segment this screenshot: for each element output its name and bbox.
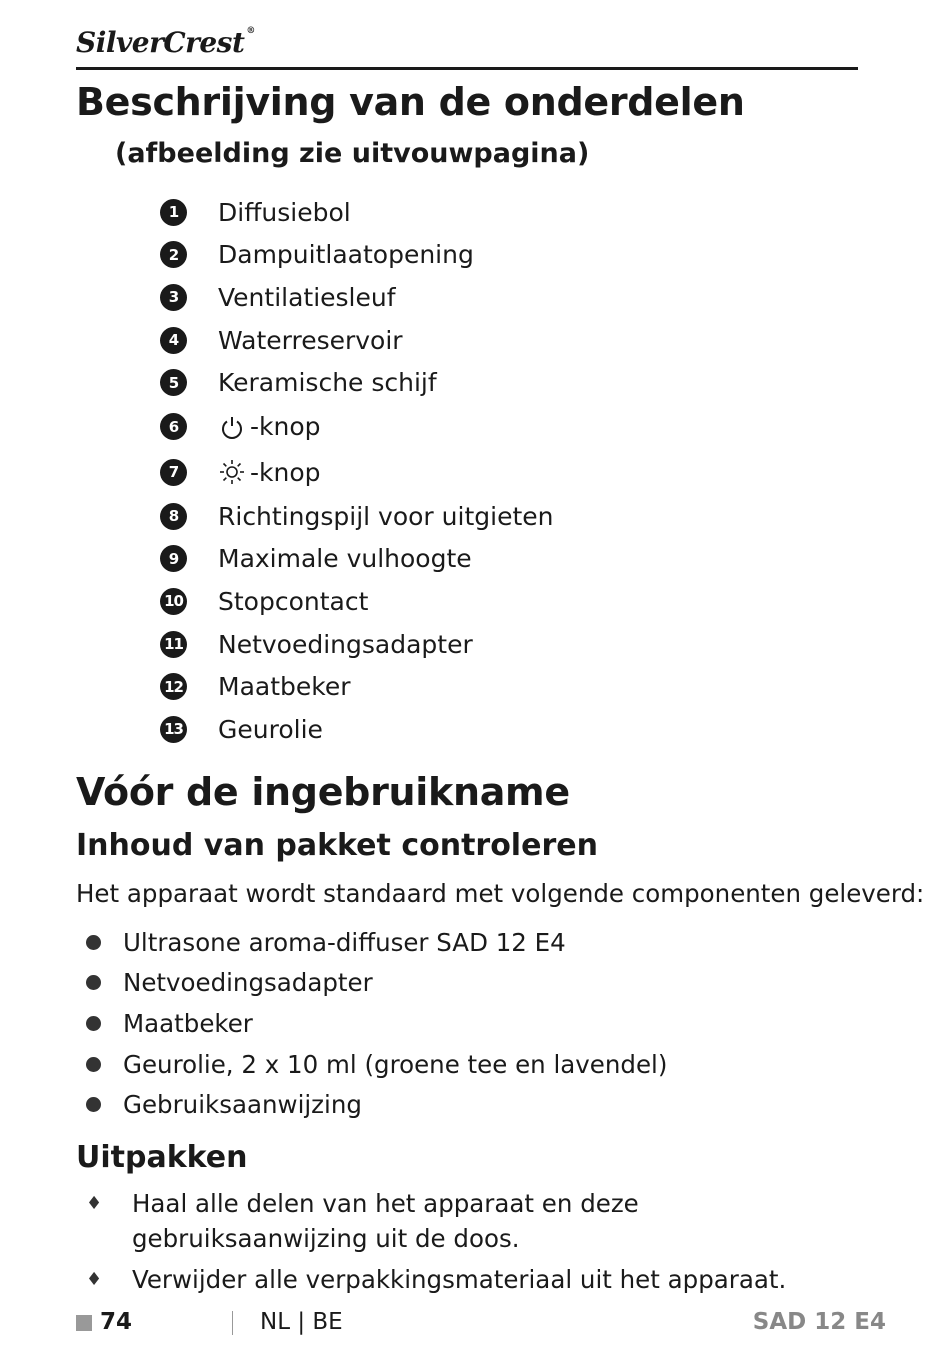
part-label: Waterreservoir: [218, 325, 403, 355]
item-label: Ultrasone aroma-diffuser SAD 12 E4: [123, 927, 566, 957]
heading-unpacking: Uitpakken: [76, 1140, 248, 1175]
list-item: [160, 708, 553, 751]
list-item: [160, 234, 553, 277]
language-label: NL | BE: [260, 1309, 343, 1335]
list-item: [86, 1044, 667, 1085]
bullet-icon: [86, 975, 101, 990]
list-item: [160, 538, 553, 581]
list-item: [86, 1084, 667, 1125]
list-item: [160, 580, 553, 623]
part-number: 10: [160, 588, 187, 615]
package-items: [86, 922, 667, 1125]
list-item: [160, 495, 553, 538]
part-number: 3: [160, 284, 187, 311]
list-item: [86, 1186, 856, 1256]
brand-name: SilverCrest: [76, 26, 245, 59]
part-number: 13: [160, 716, 187, 743]
item-label: Gebruiksaanwijzing: [123, 1090, 362, 1120]
bullet-icon: [86, 935, 101, 950]
part-number: 5: [160, 369, 187, 396]
sun-icon: [218, 458, 246, 486]
part-number: 12: [160, 673, 187, 700]
bullet-icon: [86, 1097, 101, 1112]
section-title-before-use: Vóór de ingebruikname: [76, 770, 570, 814]
part-number: 9: [160, 545, 187, 572]
list-item: [160, 319, 553, 362]
square-marker-icon: [76, 1315, 92, 1331]
item-label: Netvoedingsadapter: [123, 968, 373, 998]
part-label: Maximale vulhoogte: [218, 544, 472, 574]
part-label: Maatbeker: [218, 672, 351, 702]
part-label: Dampuitlaatopening: [218, 240, 474, 270]
header-rule: [76, 67, 858, 70]
list-item: [160, 404, 553, 450]
package-intro: Het apparaat wordt standaard met volgende componenten geleverd:: [76, 879, 925, 908]
part-label: -knop: [250, 457, 321, 487]
registered-mark: ®: [246, 26, 255, 36]
page-number: 74: [100, 1309, 133, 1335]
section-subtitle: (afbeelding zie uitvouwpagina): [115, 138, 590, 169]
list-item: [160, 665, 553, 708]
diamond-bullet-icon: ♦: [86, 1193, 103, 1214]
unpack-steps: [86, 1186, 856, 1303]
list-item: [86, 1003, 667, 1044]
diamond-bullet-icon: ♦: [86, 1269, 103, 1290]
list-item: [160, 623, 553, 666]
part-number: 7: [160, 459, 187, 486]
power-icon: [218, 413, 246, 441]
part-number: 4: [160, 327, 187, 354]
part-label: Ventilatiesleuf: [218, 282, 396, 312]
model-number: SAD 12 E4: [752, 1309, 886, 1335]
list-item: [160, 276, 553, 319]
brand-logo: [76, 26, 255, 59]
part-label: -knop: [250, 412, 321, 442]
list-item: [160, 361, 553, 404]
part-label: Netvoedingsadapter: [218, 629, 473, 659]
item-label: Maatbeker: [123, 1008, 253, 1038]
part-label: Geurolie: [218, 714, 323, 744]
item-label: Geurolie, 2 x 10 ml (groene tee en lavendel): [123, 1049, 668, 1079]
footer-divider: [232, 1311, 233, 1335]
part-label: Richtingspijl voor uitgieten: [218, 501, 554, 531]
list-item: [160, 191, 553, 234]
part-label: Stopcontact: [218, 586, 369, 616]
part-label: Keramische schijf: [218, 368, 437, 398]
bullet-icon: [86, 1057, 101, 1072]
step-text: Haal alle delen van het apparaat en deze gebruiksaanwijzing uit de doos.: [132, 1189, 639, 1253]
part-label: Diffusiebol: [218, 197, 351, 227]
section-title-parts: Beschrijving van de onderdelen: [76, 80, 745, 124]
part-number: 11: [160, 631, 187, 658]
bullet-icon: [86, 1016, 101, 1031]
list-item: [86, 922, 667, 963]
part-number: 2: [160, 241, 187, 268]
part-number: 1: [160, 199, 187, 226]
heading-package-contents: Inhoud van pakket controleren: [76, 828, 598, 863]
part-number: 6: [160, 413, 187, 440]
step-text: Verwijder alle verpakkingsmateriaal uit het apparaat.: [132, 1265, 787, 1294]
part-number: 8: [160, 503, 187, 530]
parts-list: [160, 191, 553, 751]
list-item: [86, 1262, 856, 1297]
list-item: [86, 963, 667, 1004]
page-footer: [76, 1305, 886, 1341]
list-item: [160, 449, 553, 495]
